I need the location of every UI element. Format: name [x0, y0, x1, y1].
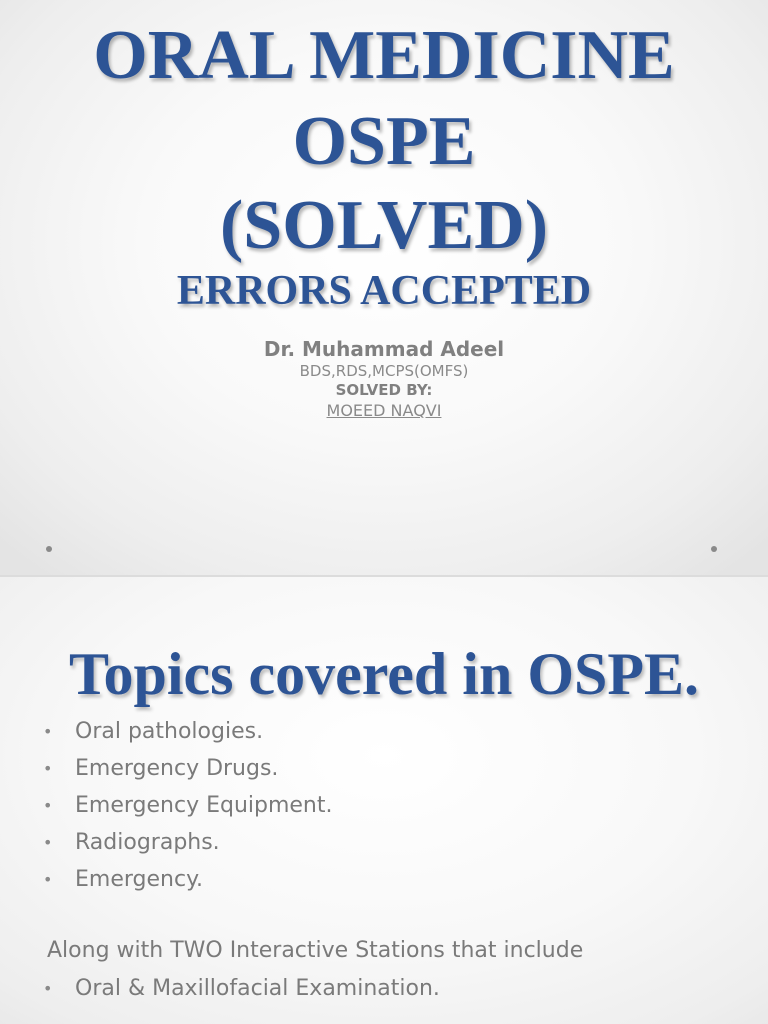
author-credentials: BDS,RDS,MCPS(OMFS) [299, 362, 469, 380]
stations-list [40, 970, 440, 1007]
subtitle: ERRORS ACCEPTED [176, 268, 592, 314]
solver-name-link[interactable]: MOEED NAQVI [326, 401, 442, 420]
title-line-3: (SOLVED) [219, 187, 549, 264]
list-item: • Radiographs. [40, 824, 333, 861]
interactive-intro: Along with TWO Interactive Stations that include [47, 938, 584, 963]
list-item: • Oral & Maxillofacial Examination. [40, 970, 440, 1007]
topics-list [40, 713, 333, 898]
list-item: • Oral pathologies. [40, 713, 333, 750]
solved-by-label: SOLVED BY: [335, 381, 433, 399]
title-line-1: ORAL MEDICINE [93, 17, 675, 94]
list-item: • Emergency Equipment. [40, 787, 333, 824]
author-name: Dr. Muhammad Adeel [263, 337, 505, 361]
title-line-2: OSPE [292, 103, 476, 180]
list-item: • Emergency Drugs. [40, 750, 333, 787]
author-block [0, 336, 768, 422]
list-item: • Emergency. [40, 861, 333, 898]
slide-dot-right [711, 546, 717, 552]
slide-dot-left [46, 546, 52, 552]
topics-title: Topics covered in OSPE. [68, 641, 700, 707]
